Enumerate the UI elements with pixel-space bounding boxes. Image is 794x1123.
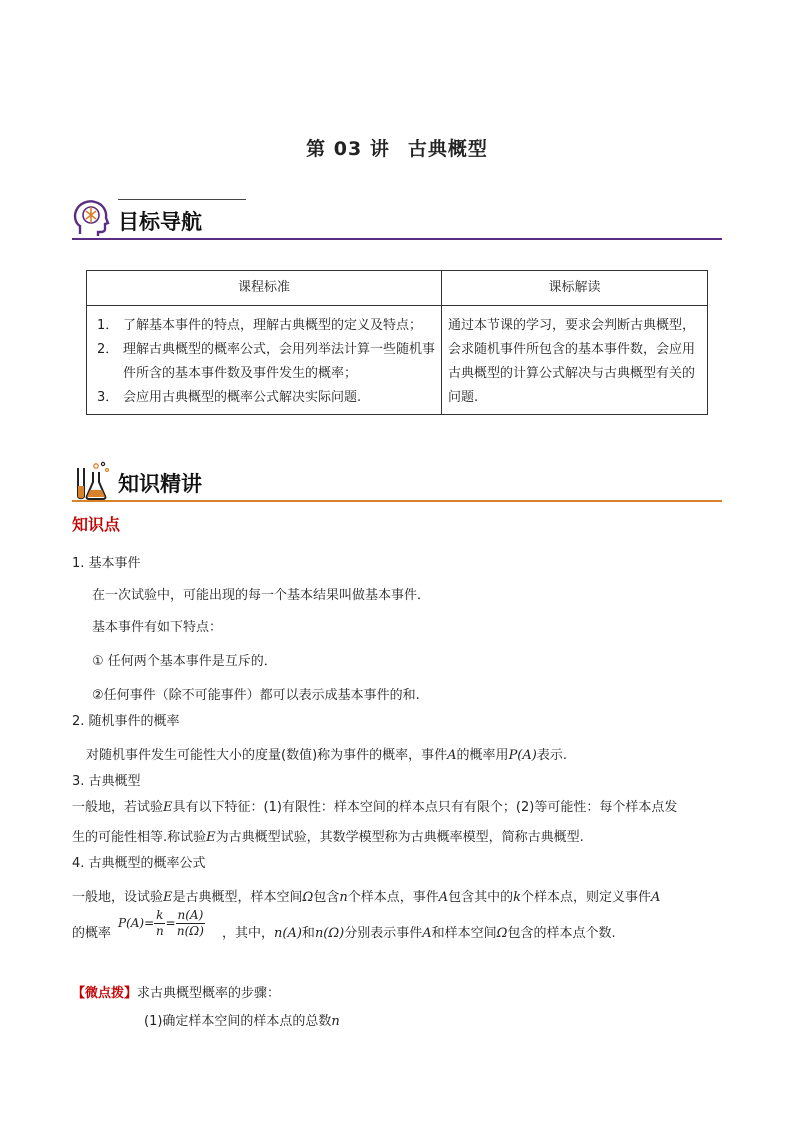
section-1-title: 1. 基本事件 <box>72 556 141 571</box>
tip-label: 【微点拨】 <box>72 986 138 1001</box>
table-row <box>87 306 708 415</box>
page-title <box>0 134 794 161</box>
tip-paragraph: 【微点拨】求古典概型概率的步骤： <box>72 986 281 1001</box>
head-brain-icon <box>72 198 110 238</box>
list-item: 3． 会应用古典概型的概率公式解决实际问题. <box>97 390 362 405</box>
section-3-paragraph: 生的可能性相等.称试验E为古典概型试验，其数学模型称为古典概率模型，简称古典概型. <box>72 830 584 845</box>
fraction-nA-nO: $\frac{n(A)}{n(\Omega)}$ <box>176 908 204 938</box>
course-standards-table <box>86 270 708 415</box>
standards-cell <box>87 306 442 415</box>
section-4-paragraph: ，其中，n(A)和n(Ω)分别表示事件A和样本空间Ω包含的样本点个数. <box>222 926 616 941</box>
lab-flask-icon <box>72 460 110 500</box>
section-4-title: 4. 古典概型的概率公式 <box>72 856 206 871</box>
section-2-paragraph: 对随机事件发生可能性大小的度量(数值)称为事件的概率，事件A的概率用P(A)表示. <box>86 748 567 763</box>
table-header-standards: 课程标准 <box>87 271 442 306</box>
table-header-row <box>87 271 708 306</box>
section-3-title: 3. 古典概型 <box>72 774 141 789</box>
goals-banner-label: 目标导航 <box>118 210 202 234</box>
section-2-title: 2. 随机事件的概率 <box>72 714 180 729</box>
table-header-interpretation: 课标解读 <box>442 271 708 306</box>
section-4-paragraph: 一般地，设试验E是古典概型，样本空间Ω包含n个样本点，事件A包含其中的k个样本点，则定义事件A <box>72 890 661 905</box>
lecture-topic: 古典概型 <box>407 138 488 160</box>
list-item: 2． 理解古典概型的概率公式，会用列举法计算一些随机事件所含的基本事件数及事件发生的概率； <box>97 342 436 381</box>
interpretation-cell: 通过本节课的学习，要求会判断古典概型，会求随机事件所包含的基本事件数，会应用古典概型的计算公式解决与古典概型有关的问题. <box>442 306 708 415</box>
probability-formula: P(A)= $\frac{k}{n}$ = $\frac{n(A)}{n(\Omega)}$ <box>118 908 204 938</box>
goals-banner <box>72 198 722 240</box>
lecture-number: 第 03 讲 <box>306 138 390 160</box>
knowledge-banner-rule <box>72 500 722 502</box>
section-3-paragraph: 一般地，若试验E具有以下特征：(1)有限性：样本空间的样本点只有有限个；(2)等可能性：每个样本点发 <box>72 800 678 815</box>
banner-top-line <box>118 199 246 200</box>
list-item: 1． 了解基本事件的特点，理解古典概型的定义及特点； <box>97 318 423 333</box>
knowledge-banner-label: 知识精讲 <box>118 472 202 496</box>
section-1-paragraph: 在一次试验中，可能出现的每一个基本结果叫做基本事件． <box>92 588 431 603</box>
section-4-prob-label: 的概率 <box>72 926 112 941</box>
knowledge-banner <box>72 460 722 502</box>
section-heading: 知识点 <box>72 515 121 534</box>
section-1-paragraph: 基本事件有如下特点： <box>92 620 223 635</box>
tip-step: (1)确定样本空间的样本点的总数n <box>144 1014 340 1029</box>
section-1-item: ②任何事件（除不可能事件）都可以表示成基本事件的和. <box>92 688 420 703</box>
section-1-item: ① 任何两个基本事件是互斥的． <box>92 654 277 669</box>
goals-banner-rule <box>72 238 722 240</box>
fraction-k-n: $\frac{k}{n}$ <box>155 908 164 938</box>
